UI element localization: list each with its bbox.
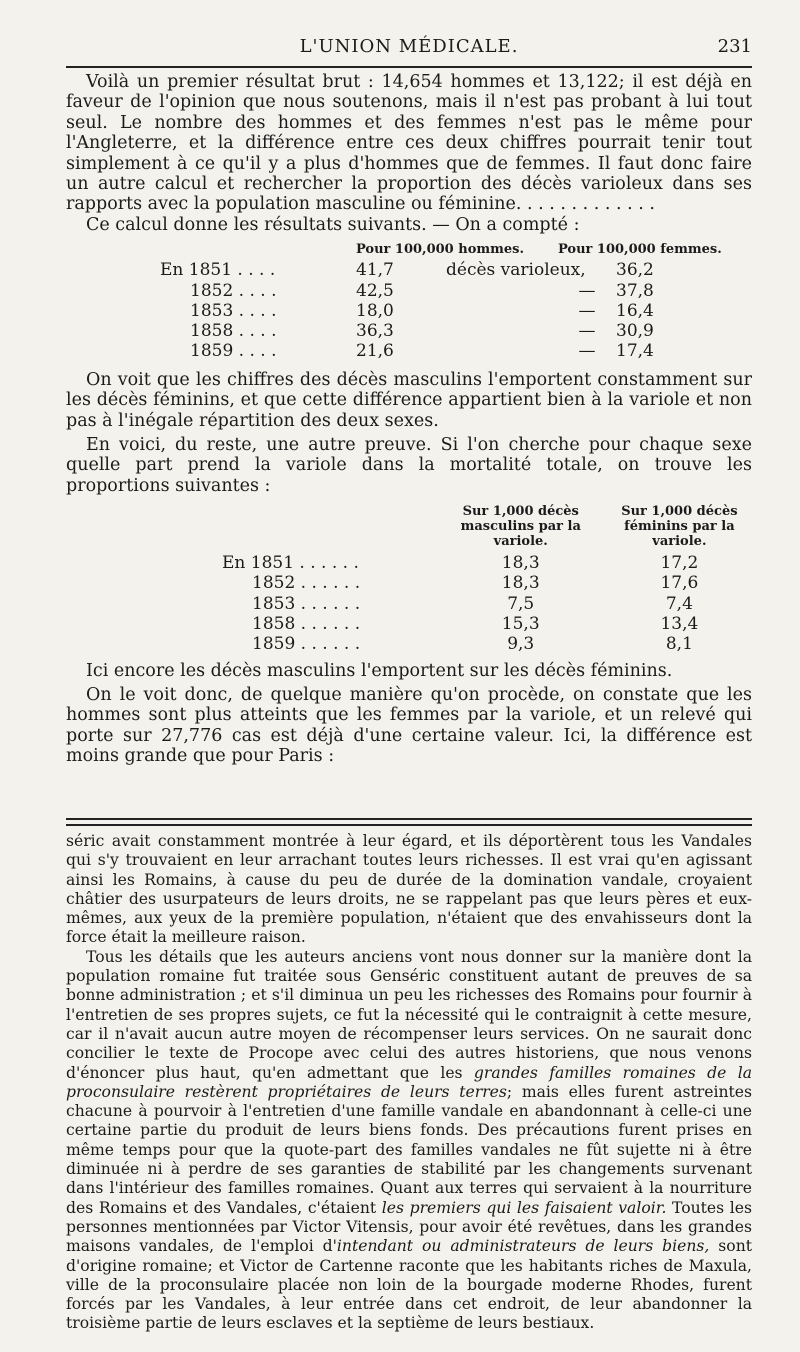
men-value: 42,5 [356,280,394,301]
year-cell: 1859 . . . . [190,341,277,362]
paragraph: Ici encore les décès masculins l'emportent sur les décès féminins. [86,660,673,681]
table-row [222,594,752,614]
row-label [446,321,558,341]
paragraph: séric avait constamment montrée à leur égard, et ils déportèrent tous les Vandales qui s'y trouvaient en leur arrachant toutes leurs richesses. Il est vrai qu'en agissant ainsi les Romains, à cause du peu de durée de la domination vandale, croyaient châtier des usurpateurs de leurs droits, ne se rappelant pas que leurs pères et eux-mêmes, aux yeux de la première population, n'étaient que des envahisseurs dont la force était la meilleure raison. [66,832,752,947]
table-row [222,614,752,634]
paragraph: On voit que les chiffres des décès masculins l'emportent constamment sur les décès féminins, et que cette différence appartient bien à la variole et non pas à l'inégale répartition des deux sexes. [66,369,752,431]
year-cell: 1859 . . . . . . [252,634,361,655]
paragraph: Ce calcul donne les résultats suivants. — On a compté : [86,214,580,235]
paragraph: En voici, du reste, une autre preuve. Si l'on cherche pour chaque sexe quelle part prend la variole dans la mortalité totale, on trouve les proportions suivantes : [66,434,752,496]
row-label: décès varioleux, [446,260,586,281]
women-value: 7,4 [665,593,693,614]
table-header-row [160,241,722,260]
table-row [222,553,752,573]
italic-text: intendant ou administrateurs de leurs biens, [336,1237,710,1256]
header-rule [66,66,752,68]
mortality-table-per-1000 [222,504,752,654]
women-value: 17,4 [616,341,654,362]
women-value: 17,6 [660,573,699,594]
feuilleton-separator [66,818,752,826]
year-cell: En 1851 . . . . . . [222,553,359,574]
table-row [160,301,722,321]
ditto-dash: — [578,280,596,301]
men-value: 18,0 [356,300,394,321]
year-cell: 1858 . . . . . . [252,614,361,635]
column-header-women: Pour 100,000 femmes. [558,242,722,258]
paragraph [66,948,752,1334]
column-header-women: Sur 1,000 décès féminins par la variole. [621,504,738,550]
text-run: Toutes les personnes mentionnées par Victor Vitensis, pour avoir été revêtues, dans les grandes maisons vandales, de l'emploi d' [66,1198,752,1256]
men-value: 18,3 [501,553,540,574]
text-run: Tous les détails que les auteurs anciens vont nous donner sur la manière dont la population romaine fut traitée sous Genséric constituent autant de preuves de sa bonne administration ; et s'il diminua un peu les richesses des Romains pour fournir à l'entretien de ses propres sujets, ce fut la nécessité qui le contraignit à cette mesure, car il n'avait aucun autre moyen de récompenser leurs services. On ne saurait donc concilier le texte de Procope avec celui des autres historiens, que nous venons d'énoncer plus haut, qu'en admettant que les [66,947,752,1082]
paragraph: Voilà un premier résultat brut : 14,654 hommes et 13,122; il est déjà en faveur de l'opinion que nous soutenons, mais il n'est pas probant à lui tout seul. Le nombre des hommes et des femmes n'est pas le même pour l'Angleterre, et la différence entre ces deux chiffres pourrait tenir tout simplement à ce qu'il y a plus d'hommes que de femmes. Il faut donc faire un autre calcul et rechercher la proportion des décès varioleux dans ses rapports avec la population masculine ou féminine. . . . . . . . . . . . . [66,72,752,215]
women-value: 13,4 [660,614,699,635]
table-row [160,341,722,361]
table-header-row [222,504,752,553]
row-label [446,281,558,301]
women-value: 8,1 [665,634,693,655]
ditto-dash: — [578,321,596,342]
women-value: 37,8 [616,280,654,301]
year-cell: En 1851 . . . . [160,260,276,281]
table-row [222,634,752,654]
page-number: 231 [717,36,752,57]
text-run: ; mais elles furent astreintes chacune à pourvoir à l'entretien d'une famille vandale en abandonnant à celle-ci une certaine partie du produit de leurs biens fonds. Des précautions furent prises en même temps pour que la quote-part des familles vandales ne fût sujette ni à être diminuée ni à perdre de ses garanties de stabilité par les changements survenant dans l'intérieur des familles romaines. Quant aux terres qui servaient à la nourriture des Romains et des Vandales, c'étaient [66,1082,752,1217]
men-value: 41,7 [356,260,394,281]
table-row [160,321,722,341]
main-article [66,72,752,767]
paragraph: On le voit donc, de quelque manière qu'on procède, on constate que les hommes sont plus atteints que les femmes par la variole, et un relevé qui porte sur 27,776 cas est déjà d'une certaine valeur. Ici, la différence est moins grande que pour Paris : [66,685,752,767]
text-run: sont d'origine romaine; et Victor de Cartenne raconte que les habitants riches de Maxula, ville de la proconsulaire placée non loin de la bourgade moderne Rhodes, furent forcés par les Vandales, à leur entrée dans cet endroit, de leur abandonner la troisième partie de leurs esclaves et la septième de leurs bestiaux. [66,1237,752,1333]
men-value: 21,6 [356,341,394,362]
feuilleton-text [66,832,752,1334]
men-value: 9,3 [507,634,535,655]
ditto-dash: — [578,300,596,321]
men-value: 18,3 [501,573,540,594]
italic-text: les premiers qui les faisaient valoir. [381,1198,667,1217]
ditto-dash: — [578,341,596,362]
women-value: 16,4 [616,300,654,321]
page-header [66,36,752,66]
women-value: 30,9 [616,321,654,342]
table-row [160,260,722,280]
men-value: 7,5 [507,593,535,614]
column-header-men: Sur 1,000 décès masculins par la variole. [460,504,581,550]
men-value: 36,3 [356,321,394,342]
women-value: 36,2 [616,260,654,281]
mortality-table-per-100000 [160,241,722,361]
table-row [222,573,752,593]
table-row [160,281,722,301]
women-value: 17,2 [660,553,699,574]
row-label [446,341,558,361]
men-value: 15,3 [501,614,540,635]
year-cell: 1858 . . . . [190,321,277,342]
year-cell: 1852 . . . . [190,280,277,301]
year-cell: 1853 . . . . . . [252,593,361,614]
running-title: L'UNION MÉDICALE. [299,36,519,57]
column-header-men: Pour 100,000 hommes. [356,242,524,258]
year-cell: 1852 . . . . . . [252,573,361,594]
italic-text: grandes familles romaines de la proconsulaire restèrent propriétaires de leurs terres [66,1063,752,1101]
row-label [446,301,558,321]
year-cell: 1853 . . . . [190,300,277,321]
